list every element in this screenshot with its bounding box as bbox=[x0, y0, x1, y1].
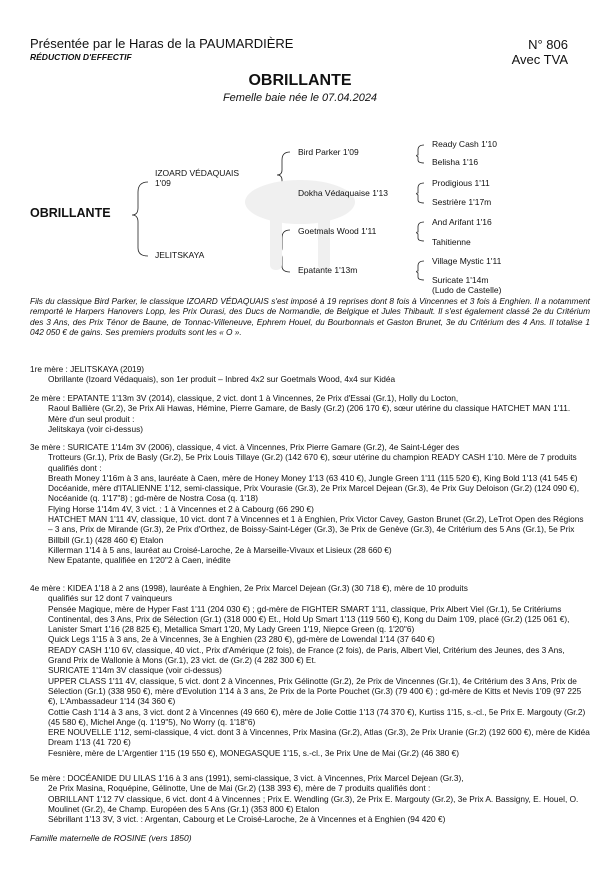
mere-4-line-6: Cottie Cash 1'14 à 3 ans, 3 vict. dont 2 à Vincennes (49 660 €), mère de Jolie Cottie 1'13 (74 370 €), Kurtiss 1'15, s.-cl., 5e Prix E. Margouty (Gr.2) (45 580 €), Michel Ange (q. 1'19"5), No Worry (q. 1'18"6) bbox=[48, 706, 586, 727]
mere-1 bbox=[30, 364, 590, 385]
ggp-4: Sestrière 1'17m bbox=[432, 197, 492, 207]
mere-2-line: Jelitskaya (voir ci-dessus) bbox=[48, 423, 143, 434]
mere-5-line-2: Sébrillant 1'13 3V, 3 vict. : Argentan, Cabourg et Le Croisé-Laroche, 2e à Vincennes et à Enghien (94 420 €) bbox=[48, 814, 446, 825]
mere-5-label: 5e mère : DOCÉANIDE DU LILAS 1'16 à 3 ans (1991), semi-classique, 3 vict. à Vincennes, Prix Marcel Dejean (Gr.3), bbox=[30, 773, 464, 783]
mere-4-line-1: Pensée Magique, mère de Hyper Fast 1'11 (204 030 €) ; gd-mère de FIGHTER SMART 1'11, classique, Prix Albert Viel (Gr.1), 5e Critériums Continental, des 3 Ans, Prix de Sélection (Gr.1) (318 000 €) Et., Hold Up Smart 1'13 (119 560 €), Kong du Daim 1'09, placé (Gr.2) (125 061 €), Lanister Smart 1'16 (28 825 €), Metallica Smart 1'20, My Lady Green 1'19, Niepce Green (q. 1'20"6) bbox=[48, 603, 570, 635]
mere-4-line-4: SURICATE 1'14m 3V classique (voir ci-dessus) bbox=[48, 665, 222, 676]
ggp-8: Suricate 1'14m bbox=[432, 275, 489, 285]
mere-3-label: 3e mère : SURICATE 1'14m 3V (2006), classique, 4 vict. à Vincennes, Prix Pierre Gamare (Gr.2), 4e Saint-Léger des bbox=[30, 442, 460, 452]
mere-3-line-3: Flying Horse 1'14m 4V, 3 vict. : 1 à Vincennes et 2 à Cabourg (66 290 €) bbox=[48, 503, 314, 514]
mere-5-cont: 2e Prix Masina, Roquépine, Gélinotte, Une de Mai (Gr.2) (138 393 €), mère de 7 produits qualifiés dont : bbox=[48, 783, 431, 794]
ggp-2: Belisha 1'16 bbox=[432, 157, 479, 167]
ggp-1: Ready Cash 1'10 bbox=[432, 139, 497, 149]
mere-3-cont: Trotteurs (Gr.1), Prix de Basly (Gr.2), 5e Prix Louis Tillaye (Gr.2) (142 670 €), sœur utérine du champion READY CASH 1'10. Mère de 7 produits qualifiés dont : bbox=[48, 452, 577, 473]
mere-3-line-2: Docéanide, mère d'ITALIENNE 1'12, semi-classique, Prix Vourasie (Gr.3), 2e Prix Marcel Dejean (Gr.3), 4e Prix Guy Deloison (Gr.2) (124 090 €), Nocéanide (q. 1'17"8) ; gd-mère de Nostra Cosa (q. 1'18) bbox=[48, 483, 579, 504]
mere-4-line-8: Fesnière, mère de L'Argentier 1'15 (19 550 €), MONEGASQUE 1'15, s.-cl., 3e Prix Une de Mai (Gr.2) (46 380 €) bbox=[48, 747, 460, 758]
gp-3: Goetmals Wood 1'11 bbox=[298, 226, 377, 236]
mere-4-cont: qualifiés sur 12 dont 7 vainqueurs bbox=[48, 593, 173, 604]
mere-4-label: 4e mère : KIDEA 1'18 à 2 ans (1998), lauréate à Enghien, 2e Prix Marcel Dejean (Gr.3) (30 718 €), mère de 10 produits bbox=[30, 583, 468, 593]
mere-1-label: 1re mère : JELITSKAYA (2019) bbox=[30, 364, 145, 374]
mere-4 bbox=[30, 583, 590, 758]
mere-4-line-2: Quick Legs 1'15 à 3 ans, 2e à Vincennes, 3e à Enghien (23 280 €), gd-mère de Lowendal 1'14 (37 640 €) bbox=[48, 634, 435, 645]
mere-2-label: 2e mère : EPATANTE 1'13m 3V (2014), classique, 2 vict. dont 1 à Vincennes, 2e Prix d'Essai (Gr.1), Holly du Locton, bbox=[30, 393, 459, 403]
horse-description: Femelle baie née le 07.04.2024 bbox=[222, 92, 378, 104]
pedigree-subject: OBRILLANTE bbox=[30, 206, 111, 220]
mere-4-line-7: ERE NOUVELLE 1'12, semi-classique, 4 vict. dont 3 à Vincennes, Prix Masina (Gr.2), Atlas (Gr.3), 2e Prix Uranie (Gr.2) (192 600 €), mère de Kidéa Dream 1'13 (41 720 €) bbox=[48, 727, 590, 748]
mere-5 bbox=[30, 773, 590, 824]
mere-1-line: Obrillante (Izoard Védaquais), son 1er produit – Inbred 4x2 sur Goetmals Wood, 4x4 sur Kidéa bbox=[48, 374, 396, 385]
ggp-9: (Ludo de Castelle) bbox=[432, 285, 502, 295]
mere-4-line-3: READY CASH 1'10 6V, classique, 40 vict., Prix d'Amérique (2 fois), de France (2 fois), de Paris, Albert Viel, Critérium des Jeunes, des 3 Ans, Grand Prix de Wallonie à Mons (Gr.1), 23 vict. de (Gr.2) (4 282 300 €) Et. bbox=[48, 644, 565, 666]
dam-name: JELITSKAYA bbox=[155, 250, 205, 260]
mere-3-line-6: New Epatante, qualifiée en 1'20"2 à Caen, inédite bbox=[48, 555, 231, 566]
gp-4: Epatante 1'13m bbox=[298, 265, 358, 275]
horse-name: OBRILLANTE bbox=[248, 72, 352, 89]
mere-3-line-1: Breath Money 1'16m à 3 ans, lauréate à Caen, mère de Honey Money 1'13 (63 410 €), Jungle Green 1'11 (115 520 €), King Bold 1'13 (41 545 €) bbox=[48, 472, 578, 483]
ggp-5: And Arifant 1'16 bbox=[432, 217, 492, 227]
sire-name: IZOARD VÉDAQUAIS 1'09 bbox=[155, 168, 240, 188]
mere-5-line-1: OBRILLANT 1'12 7V classique, 6 vict. dont 4 à Vincennes ; Prix E. Wendling (Gr.3), 2e Prix E. Margouty (Gr.2), 3e Prix A. Bassigny, E. Houel, O. Moulinet (Gr.2), 4e Champ. Européen des 5 Ans (Gr.1) (353 800 €) Etalon bbox=[48, 793, 579, 814]
gp-2: Dokha Védaquaise 1'13 bbox=[298, 188, 388, 198]
sire-description: Fils du classique Bird Parker, le classique IZOARD VÉDAQUAIS s'est imposé à 19 reprises dont 8 fois à Vincennes et 3 fois à Enghien. Il a notamment remporté le Harpers Hanovers Lopp, les Prix Ourasi, des Ducs de Normandie, de Belgique et Jules Thibault. Il s'est également classé 2e du Critérium des 3 Ans, des Prix Ténor de Baune, de Tonnac-Villeneuve, Ephrem Houel, du Bourbonnais et Gaston Brunet, 3e du Critérium des 4 Ans. Il totalise 1 042 050 € de gains. Ses premiers produits sont les « O ». bbox=[30, 296, 590, 337]
presenter-line: Présentée par le Haras de la PAUMARDIÈRE bbox=[30, 36, 294, 51]
mere-3 bbox=[30, 442, 590, 566]
mere-3-line-5: Killerman 1'14 à 5 ans, lauréat au Croisé-Laroche, 2e à Marseille-Vivaux et Lisieux (28 660 €) bbox=[48, 544, 392, 555]
ggp-6: Tahitienne bbox=[432, 237, 471, 247]
reduction-label: RÉDUCTION D'EFFECTIF bbox=[30, 52, 132, 62]
tva-label: Avec TVA bbox=[511, 52, 568, 67]
ggp-3: Prodigious 1'11 bbox=[432, 178, 490, 188]
mere-2 bbox=[30, 393, 590, 434]
mere-4-line-5: UPPER CLASS 1'11 4V, classique, 5 vict. dont 2 à Vincennes, Prix Gélinotte (Gr.2), 2e Prix de Vincennes (Gr.1), 4e Critérium des 3 Ans, Prix de Sélection (Gr.1) (338 950 €), mère d'Evolution 1'14 à 3 ans, 2e Prix de la Porte Pouchet (Gr.3) (79 400 €) ; gd-mère de Kitts et Nevis 1'09 (97 225 €), L'Ambassadeur 1'14 (34 360 €) bbox=[48, 675, 582, 707]
maternal-family: Famille maternelle de ROSINE (vers 1850) bbox=[30, 833, 192, 843]
lot-block bbox=[512, 37, 568, 67]
ggp-7: Village Mystic 1'11 bbox=[432, 256, 502, 266]
mere-2-cont: Raoul Ballière (Gr.2), 3e Prix Ali Hawas, Hémine, Pierre Gamare, de Basly (Gr.2) (206 170 €), sœur utérine du classique HATCHET MAN 1'11. Mère d'un seul produit : bbox=[48, 403, 571, 424]
gp-1: Bird Parker 1'09 bbox=[298, 147, 359, 157]
mere-3-line-4: HATCHET MAN 1'11 4V, classique, 10 vict. dont 7 à Vincennes et 1 à Enghien, Prix Victor Cavey, Gaston Brunet (Gr.2), LeTrot Open des Régions – 3 ans, Prix de Mirande (Gr.3), 2e Prix d'Orthez, de Boissy-Saint-Léger (Gr.3), 3e Prix de Genève (Gr.3), 4e Critérium des 5 Ans (Gr.1), 5e Prix Billbill (Gr.1) (428 460 €) Etalon bbox=[48, 514, 584, 545]
lot-number: N° 806 bbox=[528, 37, 568, 52]
